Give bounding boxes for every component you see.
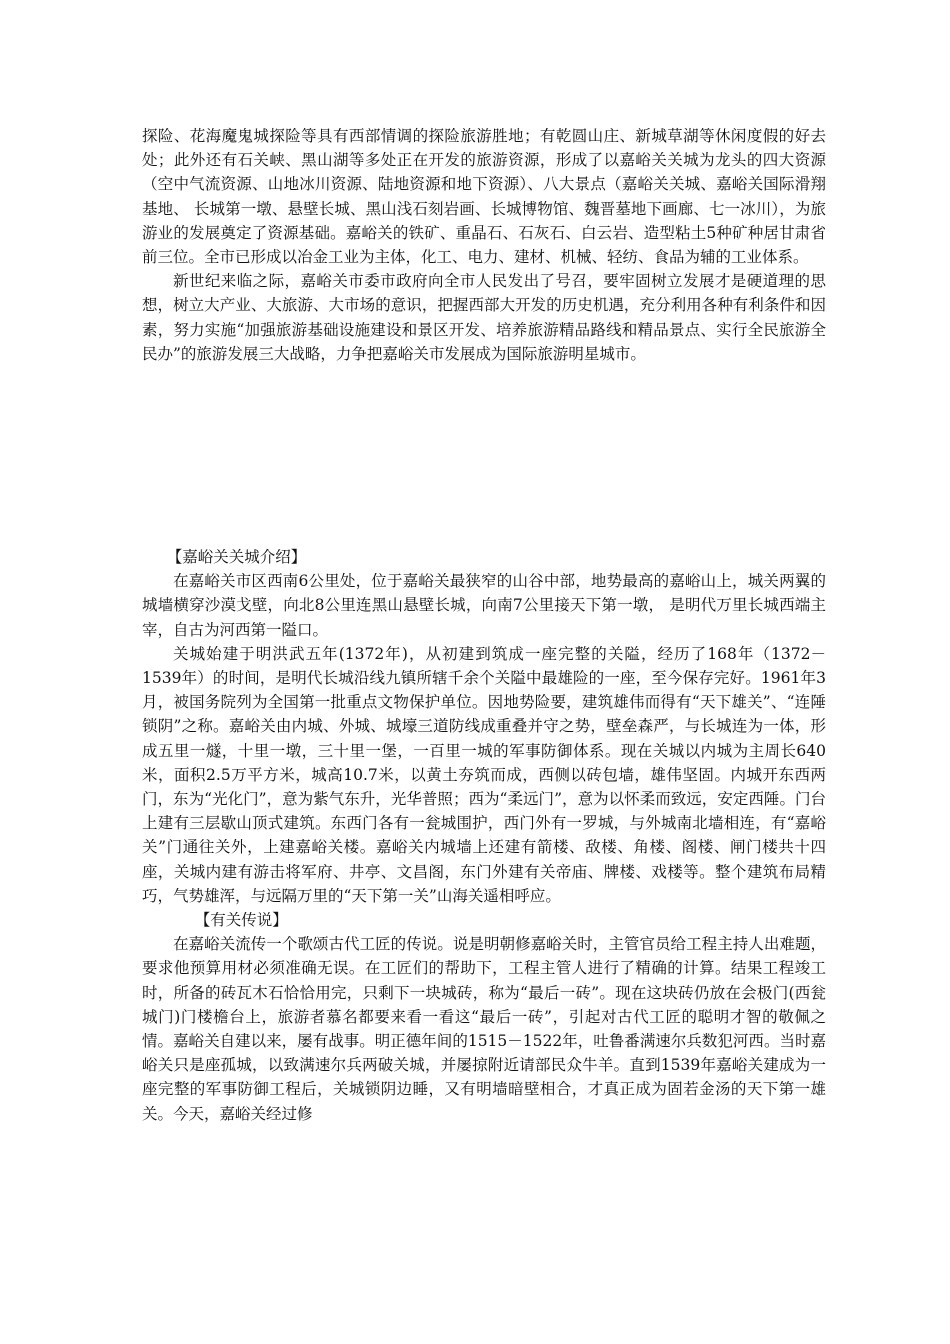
city-history-paragraph: 关城始建于明洪武五年(1372年)，从初建到筑成一座完整的关隘，经历了168年（1372－1539年）的时间，是明代长城沿线九镇所辖千余个关隘中最雄险的一座，至今保存完好。1961年3月，被国务院列为全国第一批重点文物保护单位。因地势险要，建筑雄伟而得有“天下雄关”、“连陲锁阴”之称。嘉峪关由内城、外城、城壕三道防线成重叠并守之势，壁垒森严，与长城连为一体，形成五里一燧，十里一墩，三十里一堡，一百里一城的军事防御体系。现在关城以内城为主周长640米，面积2.5万平方米，城高10.7米，以黄土夯筑而成，西侧以砖包墙，雄伟坚固。内城开东西两门，东为“光化门”，意为紫气东升，光华普照；西为“柔远门”，意为以怀柔而致远，安定西陲。门台上建有三层歇山顶式建筑。东西门各有一瓮城围护，西门外有一罗城，与外城南北墙相连，有“嘉峪关”门通往关外，上建嘉峪关楼。嘉峪关内城墙上还建有箭楼、敌楼、角楼、阁楼、闸门楼共十四座，关城内建有游击将军府、井亭、文昌阁，东门外建有关帝庙、牌楼、戏楼等。整个建筑布局精巧，气势雄浑，与远隔万里的“天下第一关”山海关遥相呼应。 xyxy=(142,644,826,905)
new-century-paragraph: 新世纪来临之际，嘉峪关市委市政府向全市人民发出了号召，要牢固树立发展才是硬道理的思想，树立大产业、大旅游、大市场的意识，把握西部大开发的历史机遇，充分利用各种有利条件和因素，努力实施“加强旅游基础设施建设和景区开发、培养旅游精品路线和精品景点、实行全民旅游全民办”的旅游发展三大战略，力争把嘉峪关市发展成为国际旅游明星城市。 xyxy=(142,272,826,363)
section-heading-legend: 【有关传说】 xyxy=(194,911,288,930)
bottom-text-block xyxy=(142,545,826,1126)
legend-paragraph: 在嘉峪关流传一个歌颂古代工匠的传说。说是明朝修嘉峪关时，主管官员给工程主持人出难题，要求他预算用材必须准确无误。在工匠们的帮助下，工程主管人进行了精确的计算。结果工程竣工时，所备的砖瓦木石恰恰用完，只剩下一块城砖，称为“最后一砖”。现在这块砖仍放在会极门(西瓮城门)门楼檐台上，旅游者慕名都要来看一看这“最后一砖”，引起对古代工匠的聪明才智的敬佩之情。嘉峪关自建以来，屡有战事。明正德年间的1515－1522年，吐鲁番满速尔兵数犯河西。当时嘉峪关只是座孤城，以致满速尔兵两破关城，并屡掠附近请部民众牛羊。直到1539年嘉峪关建成为一座完整的军事防御工程后，关城锁阴边睡，又有明墙暗壁相合，才真正成为固若金汤的天下第一雄关。今天，嘉峪关经过修 xyxy=(142,935,826,1123)
city-location-paragraph: 在嘉峪关市区西南6公里处，位于嘉峪关最狭窄的山谷中部，地势最高的嘉峪山上，城关两翼的城墙横穿沙漠戈壁，向北8公里连黑山悬壁长城，向南7公里接天下第一墩， 是明代万里长城西端主宰，自古为河西第一隘口。 xyxy=(142,572,826,639)
top-text-block xyxy=(142,124,826,366)
section-heading-jiayuguan-city: 【嘉峪关关城介绍】 xyxy=(166,548,307,566)
intro-continuation-paragraph: 探险、花海魔鬼城探险等具有西部情调的探险旅游胜地；有乾圆山庄、新城草湖等休闲度假的好去处；此外还有石关峡、黑山湖等多处正在开发的旅游资源，形成了以嘉峪关关城为龙头的四大资源（空中气流资源、山地冰川资源、陆地资源和地下资源）、八大景点（嘉峪关关城、嘉峪关国际滑翔基地、 长城第一墩、悬壁长城、黑山浅石刻岩画、长城博物馆、魏晋墓地下画廊、七一冰川），为旅游业的发展奠定了资源基础。嘉峪关的铁矿、重晶石、石灰石、白云岩、造型粘土5种矿种居甘肃省前三位。全市已形成以冶金工业为主体，化工、电力、建材、机械、轻纺、食品为辅的工业体系。 xyxy=(142,127,826,267)
